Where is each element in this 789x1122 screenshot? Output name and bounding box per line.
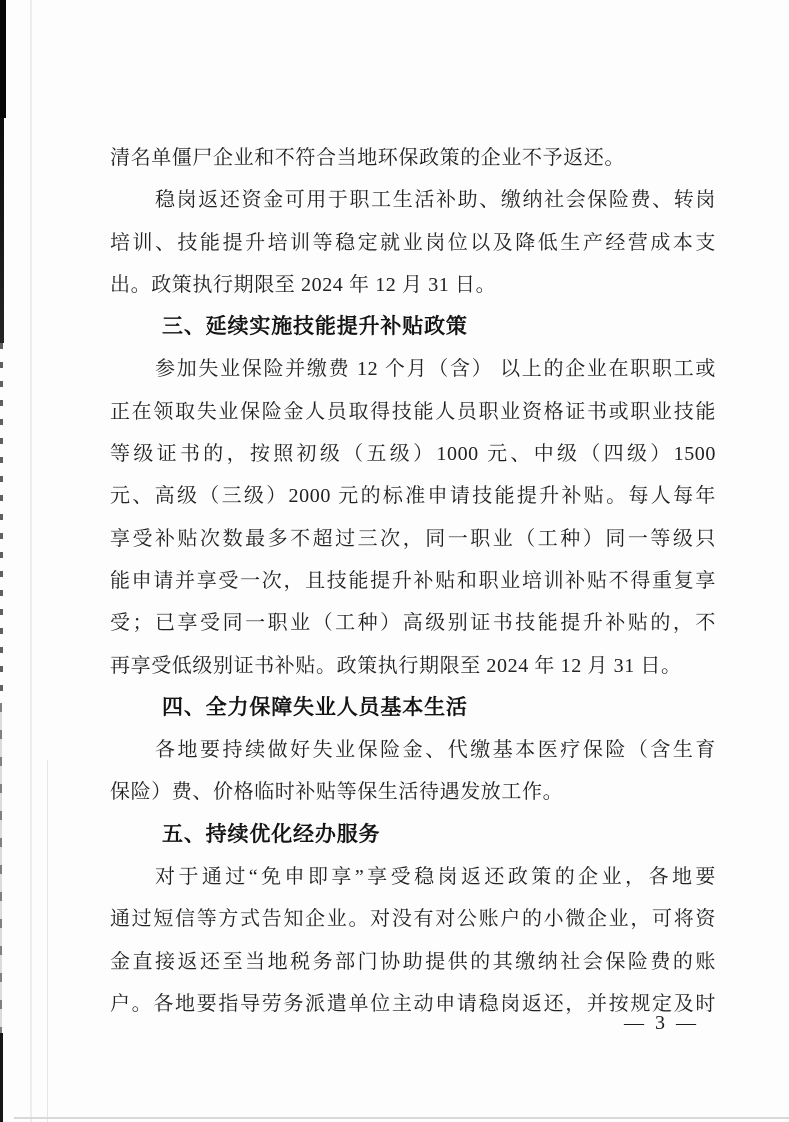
scan-artifact-faint-vline [30,0,32,1122]
text-line: 稳岗返还资金可用于职工生活补助、缴纳社会保险费、转岗 [155,189,716,212]
page-number: — 3 — [624,1012,699,1034]
scan-artifact-left-bar-lower [0,703,2,1033]
text-line: 培训、技能提升培训等稳定就业岗位以及降低生产经营成本支 [110,231,716,254]
text-line: 户。各地要指导劳务派遣单位主动申请稳岗返还，并按规定及时 [110,992,716,1015]
text-line: 保险）费、价格临时补贴等保生活待遇发放工作。 [110,781,564,804]
text-line: 能申请并享受一次，且技能提升补贴和职业培训补贴不得重复享 [110,569,716,592]
text-line: 出。政策执行期限至 2024 年 12 月 31 日。 [110,273,497,296]
text-line: 受；已享受同一职业（工种）高级别证书技能提升补贴的，不 [110,612,716,635]
text-line: 通过短信等方式告知企业。对没有对公账户的小微企业，可将资 [110,908,716,931]
text-line: 正在领取失业保险金人员取得技能人员职业资格证书或职业技能 [110,400,716,423]
text-line: 金直接返还至当地税务部门协助提供的其缴纳社会保险费的账 [110,950,716,973]
scan-artifact-left-bar-bottom [0,1033,3,1122]
scan-artifact-left-bar-sporadic [0,343,3,703]
text-line: 清名单僵尸企业和不符合当地环保政策的企业不予返还。 [110,147,625,169]
text-line: 再享受低级别证书补贴。政策执行期限至 2024 年 12 月 31 日。 [110,654,682,677]
text-line: 等级证书的，按照初级（五级）1000 元、中级（四级）1500 [110,443,716,466]
scan-artifact-bottom-line [14,1117,789,1119]
section-heading: 四、全力保障失业人员基本生活 [162,695,468,719]
scan-artifact-left-bar-mid [0,118,4,343]
document-body [110,137,716,1025]
section-heading: 三、延续实施技能提升补贴政策 [162,315,468,339]
text-line: 元、高级（三级）2000 元的标准申请技能提升补贴。每人每年 [110,485,716,508]
text-line: 对于通过“免申即享”享受稳岗返还政策的企业，各地要 [155,866,716,889]
scan-artifact-left-bar-top [0,0,6,118]
text-line: 参加失业保险并缴费 12 个月（含） 以上的企业在职职工或 [155,358,716,381]
text-line: 各地要持续做好失业保险金、代缴基本医疗保险（含生育 [155,739,716,762]
scan-artifact-faint-vline-2 [47,760,48,1122]
text-line: 享受补贴次数最多不超过三次，同一职业（工种）同一等级只 [110,527,716,550]
section-heading: 五、持续优化经办服务 [162,822,381,846]
